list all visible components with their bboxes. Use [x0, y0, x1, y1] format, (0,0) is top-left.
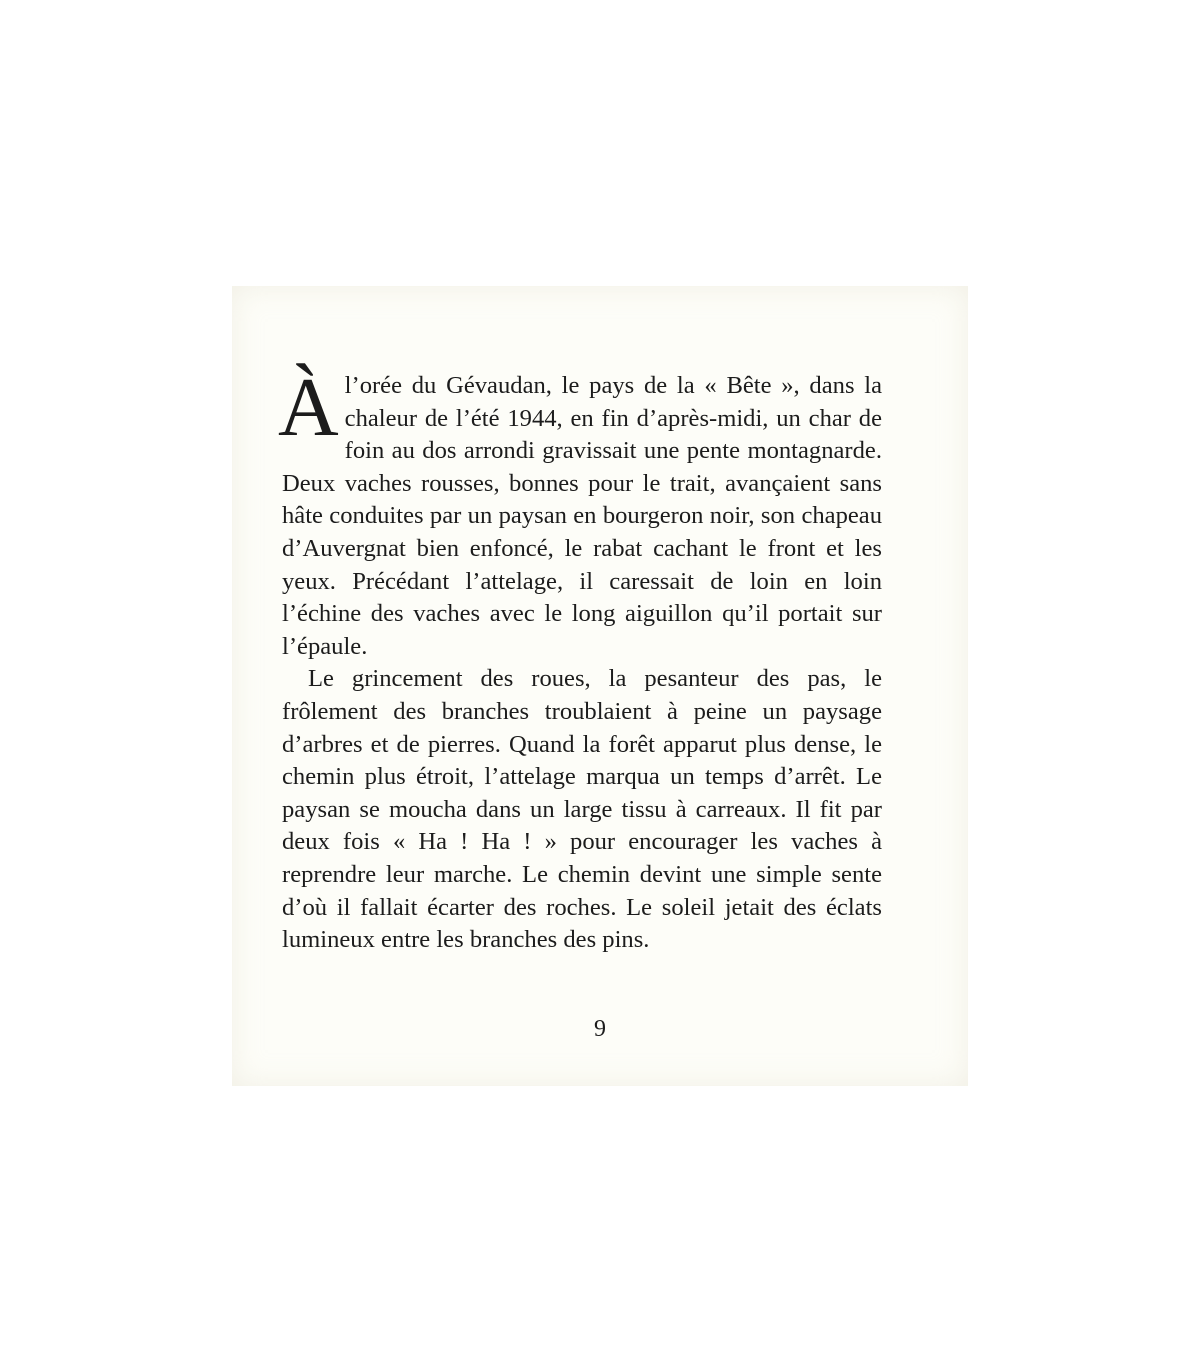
paragraph-2: Le grincement des roues, la pesanteur des pas, le frôlement des branches troublaient à peine un paysage d’arbres et de pierres. Quand la forêt apparut plus dense, le chemin plus étroit, l’attelage marqua un temps d’arrêt. Le paysan se moucha dans un large tissu à carreaux. Il fit par deux fois « Ha ! Ha ! » pour encourager les vaches à reprendre leur marche. Le chemin devint une simple sente d’où il fallait écarter des roches. Le soleil jetait des éclats lumineux entre les branches des pins. [282, 665, 882, 954]
page-number: 9 [594, 1016, 606, 1042]
paragraph-1 [278, 361, 882, 663]
book-page [232, 286, 968, 1086]
drop-cap: À [278, 361, 339, 454]
body-text [278, 361, 882, 957]
paragraph-1-text: l’orée du Gévaudan, le pays de la « Bête », dans la chaleur de l’été 1944, en fin d’après-midi, un char de foin au dos arrondi gravissait une pente montagnarde. Deux vaches rousses, bonnes pour le trait, avançaient sans hâte conduites par un paysan en bourgeron noir, son chapeau d’Auvergnat bien enfoncé, le rabat cachant le front et les yeux. Précédant l’attelage, il caressait de loin en loin l’échine des vaches avec le long aiguillon qu’il portait sur l’épaule. [282, 372, 882, 660]
